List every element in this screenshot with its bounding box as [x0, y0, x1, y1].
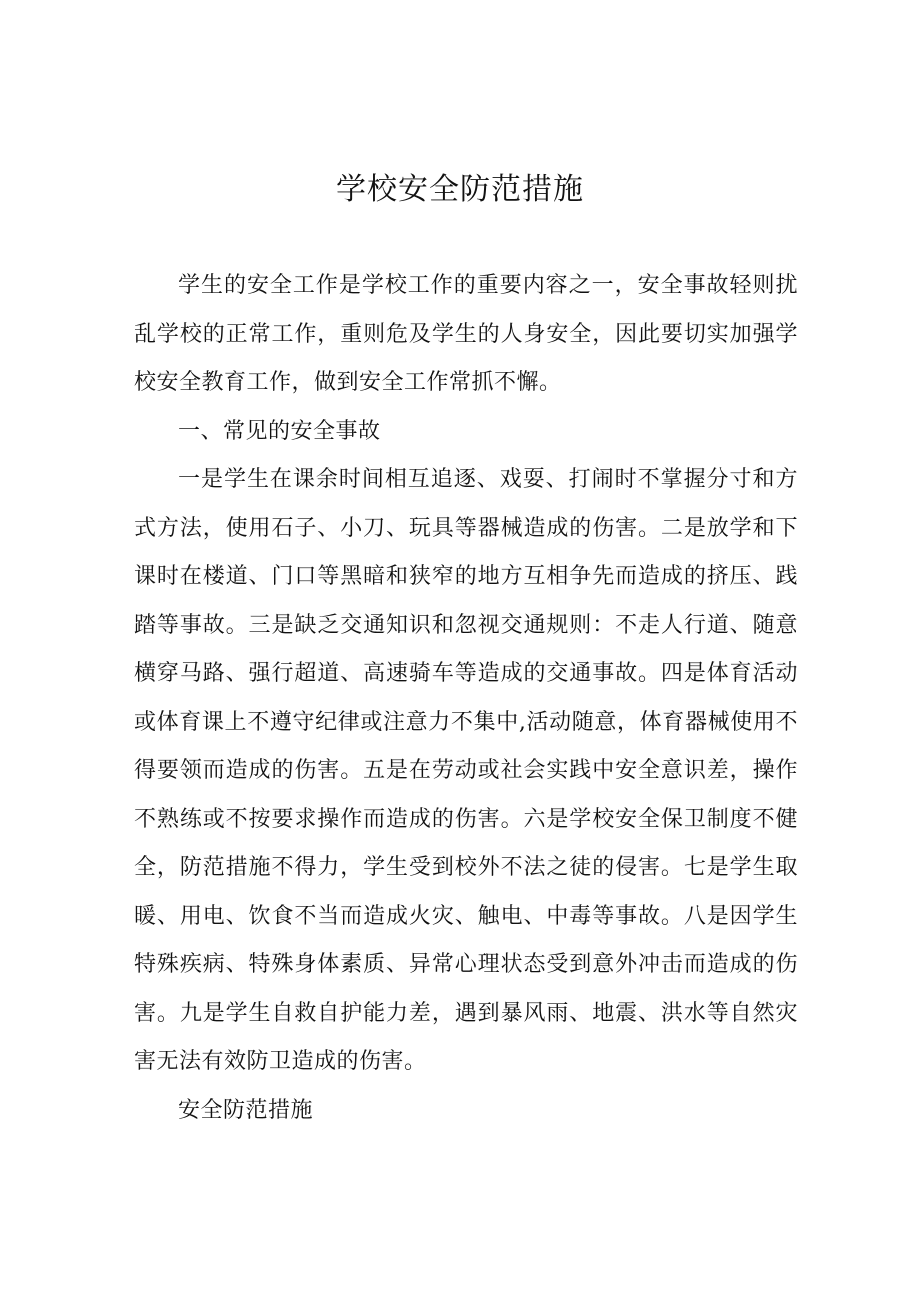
document-title: 学校安全防范措施 [336, 172, 584, 207]
document-body [134, 262, 798, 1135]
intro-paragraph: 学生的安全工作是学校工作的重要内容之一，安全事故轻则扰乱学校的正常工作，重则危及学生的人身安全，因此要切实加强学校安全教育工作，做到安全工作常抓不懈。 [134, 273, 798, 395]
accidents-paragraph: 一是学生在课余时间相互追逐、戏耍、打闹时不掌握分寸和方式方法，使用石子、小刀、玩具等器械造成的伤害。二是放学和下课时在楼道、门口等黑暗和狭窄的地方互相争先而造成的挤压、践踏等事故。三是缺乏交通知识和忽视交通规则：不走人行道、随意横穿马路、强行超道、高速骑车等造成的交通事故。四是体育活动或体育课上不遵守纪律或注意力不集中,活动随意，体育器械使用不得要领而造成的伤害。五是在劳动或社会实践中安全意识差，操作不熟练或不按要求操作而造成的伤害。六是学校安全保卫制度不健全，防范措施不得力，学生受到校外不法之徒的侵害。七是学生取暖、用电、饮食不当而造成火灾、触电、中毒等事故。八是因学生特殊疾病、特殊身体素质、异常心理状态受到意外冲击而造成的伤害。九是学生自救自护能力差，遇到暴风雨、地震、洪水等自然灾害无法有效防卫造成的伤害。 [134, 467, 798, 1074]
section-heading-common-accidents: 一、常见的安全事故 [178, 418, 381, 444]
section-heading-safety-measures: 安全防范措施 [178, 1097, 314, 1123]
